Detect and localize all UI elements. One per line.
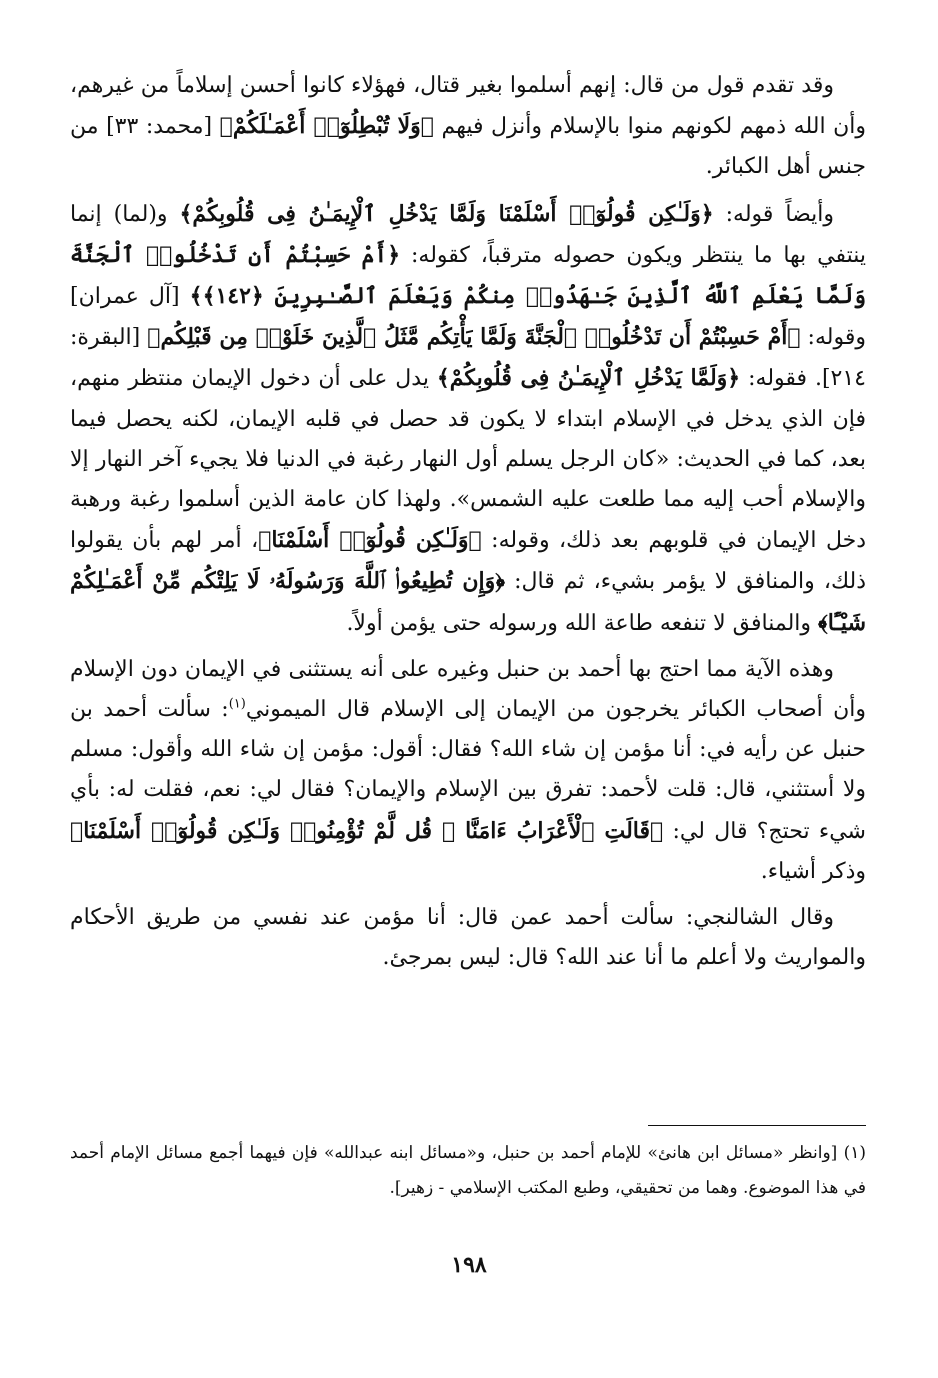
- quran-verse: ﴿وَلَا تُبْطِلُوٓا۟ أَعْمَـٰلَكُمْ﴾: [219, 113, 434, 140]
- paragraph-2: [70, 194, 866, 644]
- text-segment: وهذه الآية مما احتج بها أحمد بن حنبل وغيره على أنه يستثنى في الإيمان دون الإسلام وأن أصحاب الكبائر يخرجون من الإيمان إلى الإسلام قال الميموني: [70, 656, 867, 723]
- text-segment: : سألت أحمد بن حنبل عن رأيه في: أنا مؤمن إن شاء الله؟ فقال: أقول: مؤمن إن شاء الله وأقول: مسلم ولا أستثني، قال: قلت لأحمد: تفرق بين الإسلام والإيمان؟ فقال لي: نعم، فقلت له: بأي شيء تحتج؟ قال لي:: [70, 697, 866, 844]
- text-segment: [البقرة: ٢١٤]. فقوله:: [70, 325, 866, 392]
- quran-verse: ﴿قَالَتِ ٱلْأَعْرَابُ ءَامَنَّا ۖ قُل لَّمْ تُؤْمِنُوا۟ وَلَـٰكِن قُولُوٓا۟ أَسْلَمْنَا﴾: [70, 817, 664, 844]
- quran-verse: ﴿وَلَـٰكِن قُولُوٓا۟ أَسْلَمْنَا﴾: [258, 527, 482, 554]
- text-segment: وقد تقدم قول من قال: إنهم أسلموا بغير قتال، فهؤلاء كانوا أحسن إسلاماً من غيرهم، وأن الله ذمهم لكونهم منوا بالإسلام وأنزل فيهم: [70, 73, 867, 140]
- page-number: ١٩٨: [451, 1252, 487, 1278]
- text-segment: وأيضاً قوله:: [713, 201, 835, 227]
- text-segment: [محمد: ٣٣] من جنس أهل الكبائر.: [70, 114, 866, 180]
- text-segment: وقال الشالنجي: سألت أحمد عمن قال: أنا مؤمن عند نفسي من طريق الأحكام والمواريث ولا أعلم ما أنا عند الله؟ قال: ليس بمرجئ.: [70, 905, 866, 971]
- quran-verse: ﴿وَلَـٰكِن قُولُوٓا۟ أَسْلَمْنَا وَلَمَّا يَدْخُلِ ٱلْإِيمَـٰنُ فِى قُلُوبِكُمْ﴾: [179, 200, 714, 227]
- text-segment: و(لما) إنما ينتفي بها ما ينتظر ويكون حصوله مترقباً، كقوله:: [70, 201, 866, 268]
- footnotes-section: [70, 1136, 866, 1206]
- text-segment: [آل عمران] وقوله:: [70, 284, 866, 351]
- paragraph-3: [70, 650, 866, 892]
- footnote-marker: (١): [843, 1143, 866, 1163]
- quran-verse: ﴿أَمْ حَسِبْتُمْ أَن تَدْخُلُوا۟ ٱلْجَنَّةَ وَلَمَّا يَأْتِكُم مَّثَلُ ٱلَّذِينَ خَلَوْا۟ مِن قَبْلِكُم﴾: [147, 324, 801, 351]
- paragraph-4: [70, 898, 866, 978]
- main-text-body: [70, 66, 866, 984]
- quran-verse: ﴿أَمْ حَسِبْتُمْ أَن تَدْخُلُوا۟ ٱلْجَنَّةَ وَلَمَّا يَعْلَمِ ٱللَّهُ ٱلَّذِينَ جَـٰهَدُوا۟ مِنكُمْ وَيَعْلَمَ ٱلصَّـٰبِرِينَ ﴿١٤٢﴾﴾: [70, 241, 866, 310]
- text-segment: يدل على أن دخول الإيمان منتظر منهم، فإن الذي يدخل في الإسلام ابتداء لا يكون قد حصل في قلبه الإيمان، لكنه يحصل فيما بعد، كما في الحديث: «كان الرجل يسلم أول النهار رغبة في الدنيا فلا يجيء آخر النهار إلا والإسلام أحب إليه مما طلعت عليه الشمس». ولهذا كان عامة الذين أسلموا رغبة ورهبة دخل الإيمان في قلوبهم بعد ذلك، وقوله:: [70, 366, 867, 554]
- footnote-1: [70, 1136, 866, 1206]
- quran-verse: ﴿وَإِن تُطِيعُوا۟ ٱللَّهَ وَرَسُولَهُۥ لَا يَلِتْكُم مِّنْ أَعْمَـٰلِكُمْ شَيْـًٔا﴾: [70, 568, 866, 636]
- footnote-text: [وانظر «مسائل ابن هانئ» للإمام أحمد بن حنبل، و«مسائل ابنه عبدالله» فإن فيهما أجمع مسائل الإمام أحمد في هذا الموضوع. وهما من تحقيقي، وطبع المكتب الإسلامي - زهير].: [70, 1143, 866, 1198]
- paragraph-1: [70, 66, 866, 188]
- text-segment: والمنافق لا تنفعه طاعة الله ورسوله حتى يؤمن أولاً.: [346, 610, 819, 636]
- text-segment: ، أمر لهم بأن يقولوا ذلك، والمنافق لا يؤمر بشيء، ثم قال:: [70, 528, 866, 595]
- quran-verse: ﴿وَلَمَّا يَدْخُلِ ٱلْإِيمَـٰنُ فِى قُلُوبِكُمْ﴾: [436, 365, 741, 392]
- footnote-reference[interactable]: (١): [228, 696, 246, 712]
- text-segment: وذكر أشياء.: [760, 858, 866, 884]
- footnote-divider: [648, 1125, 866, 1126]
